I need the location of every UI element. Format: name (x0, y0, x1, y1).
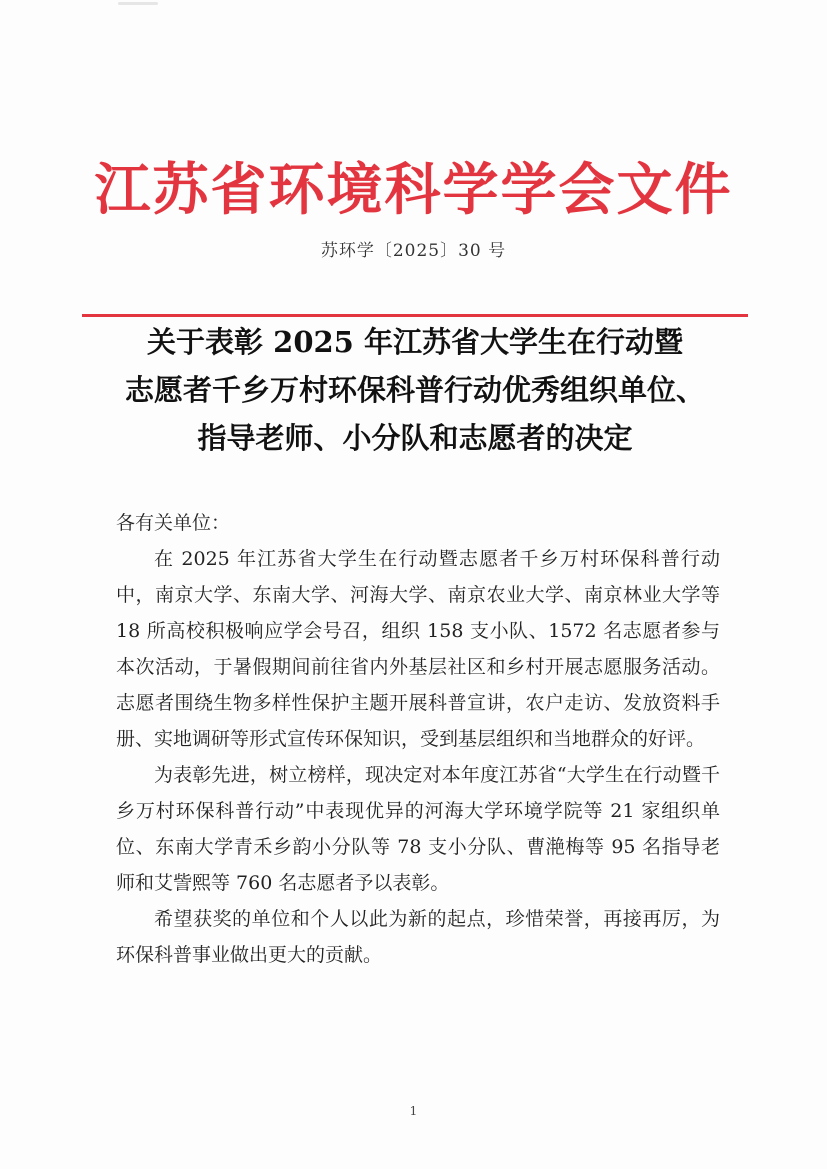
title-line: 关于表彰 2025 年江苏省大学生在行动暨 (147, 325, 683, 359)
page-number: 1 (409, 1104, 418, 1118)
body-paragraph: 在 2025 年江苏省大学生在行动暨志愿者千乡万村环保科普行动中，南京大学、东南大学、河海大学、南京农业大学、南京林业大学等 18 所高校积极响应学会号召，组织 158 支小队、1572 名志愿者参与本次活动，于暑假期间前往省内外基层社区和乡村开展志愿服务活动。志愿者围绕生物多样性保护主题开展科普宣讲，农户走访、发放资料手册、实地调研等形式宣传环保知识，受到基层组织和当地群众的好评。 (116, 548, 720, 750)
body-paragraph: 为表彰先进，树立榜样，现决定对本年度江苏省“大学生在行动暨千乡万村环保科普行动”中表现优异的河海大学环境学院等 21 家组织单位、东南大学青禾乡韵小分队等 78 支小分队、曹滟梅等 95 名指导老师和艾訾熙等 760 名志愿者予以表彰。 (116, 764, 720, 894)
title-line: 志愿者千乡万村环保科普行动优秀组织单位、 (124, 373, 705, 407)
salutation: 各有关单位： (116, 512, 231, 534)
body-paragraph: 希望获奖的单位和个人以此为新的起点，珍惜荣誉，再接再厉，为环保科普事业做出更大的贡献。 (116, 908, 720, 966)
title-line: 指导老师、小分队和志愿者的决定 (197, 421, 633, 455)
issuer-header: 江苏省环境科学学会文件 (94, 157, 733, 223)
document-body (116, 505, 720, 973)
document-title (60, 318, 770, 462)
document-number: 苏环学〔2025〕30 号 (320, 241, 507, 261)
scan-artifact (118, 2, 158, 5)
red-separator-line (82, 314, 748, 317)
